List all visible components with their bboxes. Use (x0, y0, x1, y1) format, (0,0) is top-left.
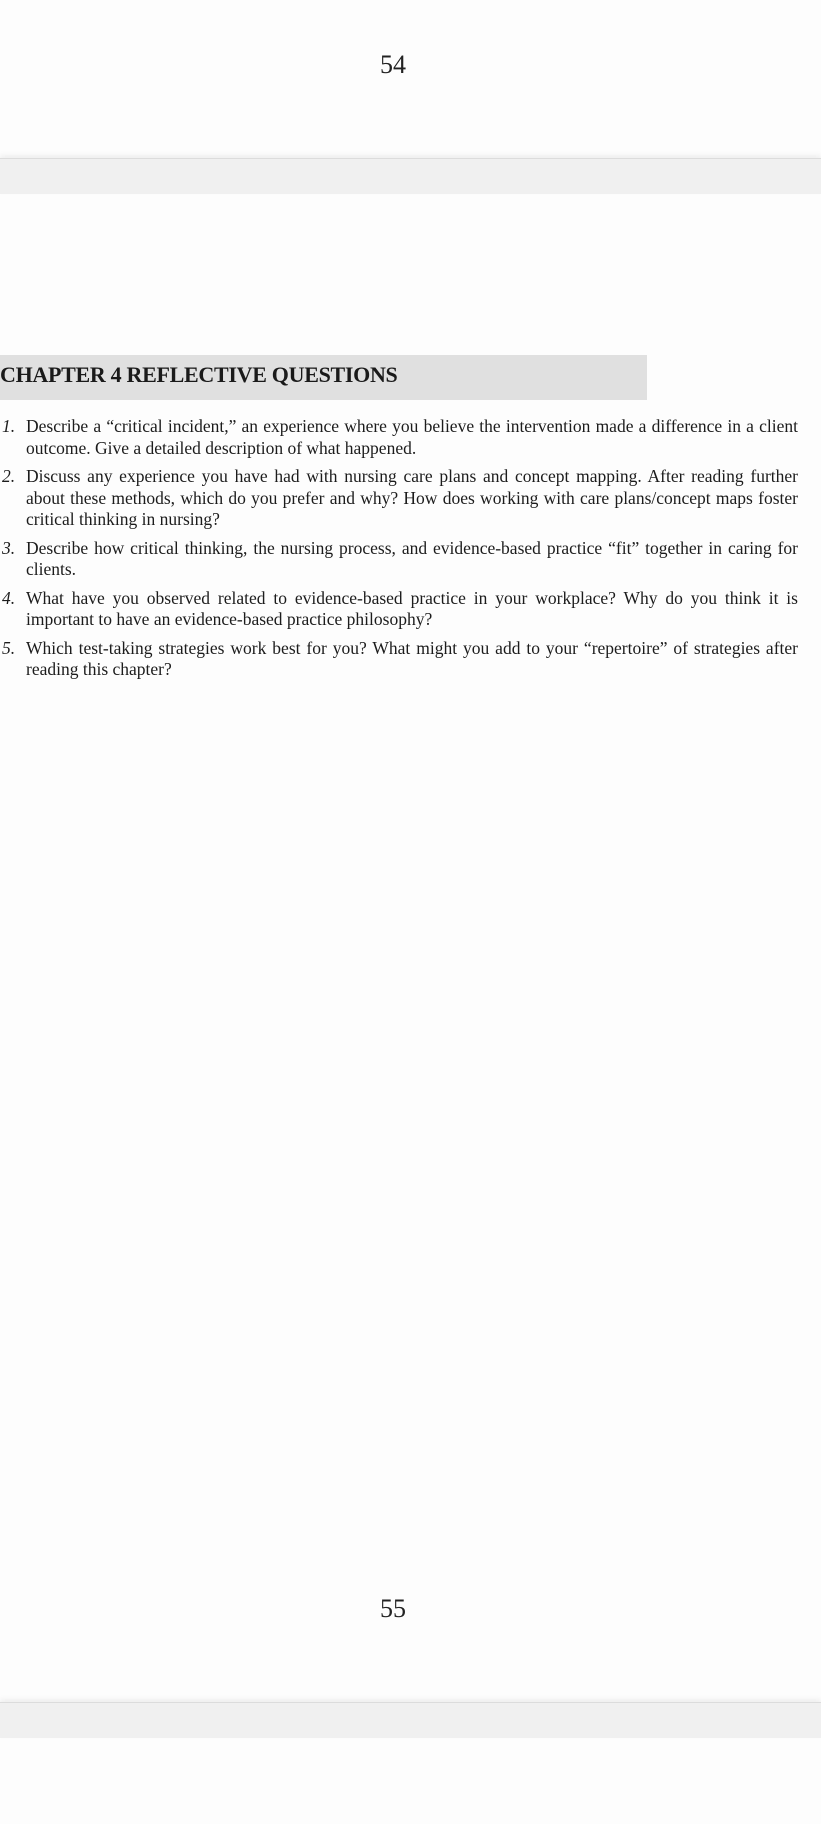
reflective-questions-list (0, 416, 798, 688)
page-separator (0, 1702, 821, 1738)
question-item (0, 466, 798, 531)
question-number: 2. (2, 466, 16, 486)
question-number: 1. (2, 416, 16, 436)
page-number-top: 54 (380, 50, 406, 79)
question-item (0, 638, 798, 681)
question-text: What have you observed related to evidence-based practice in your workplace? Why do you think it is important to have an evidence-based practice philosophy? (26, 587, 798, 629)
question-number: 3. (2, 537, 16, 558)
question-text: Discuss any experience you have had with nursing care plans and concept mapping. After reading further about these methods, which do you prefer and why? How does working with care plans/concept maps foster critical thinking in nursing? (26, 466, 798, 529)
chapter-heading: CHAPTER 4 REFLECTIVE QUESTIONS (0, 362, 398, 387)
question-item (0, 416, 798, 459)
question-number: 5. (2, 637, 16, 658)
question-item (0, 588, 798, 631)
question-text: Describe a “critical incident,” an experience where you believe the intervention made a difference in a client outcome. Give a detailed description of what happened. (26, 416, 798, 458)
question-item (0, 538, 798, 581)
question-number: 4. (2, 587, 16, 608)
question-text: Describe how critical thinking, the nursing process, and evidence-based practice “fit” together in caring for clients. (26, 537, 798, 579)
page-separator (0, 158, 821, 194)
question-text: Which test-taking strategies work best for you? What might you add to your “repertoire” of strategies after reading this chapter? (26, 637, 798, 679)
page-number-bottom: 55 (380, 1594, 406, 1623)
